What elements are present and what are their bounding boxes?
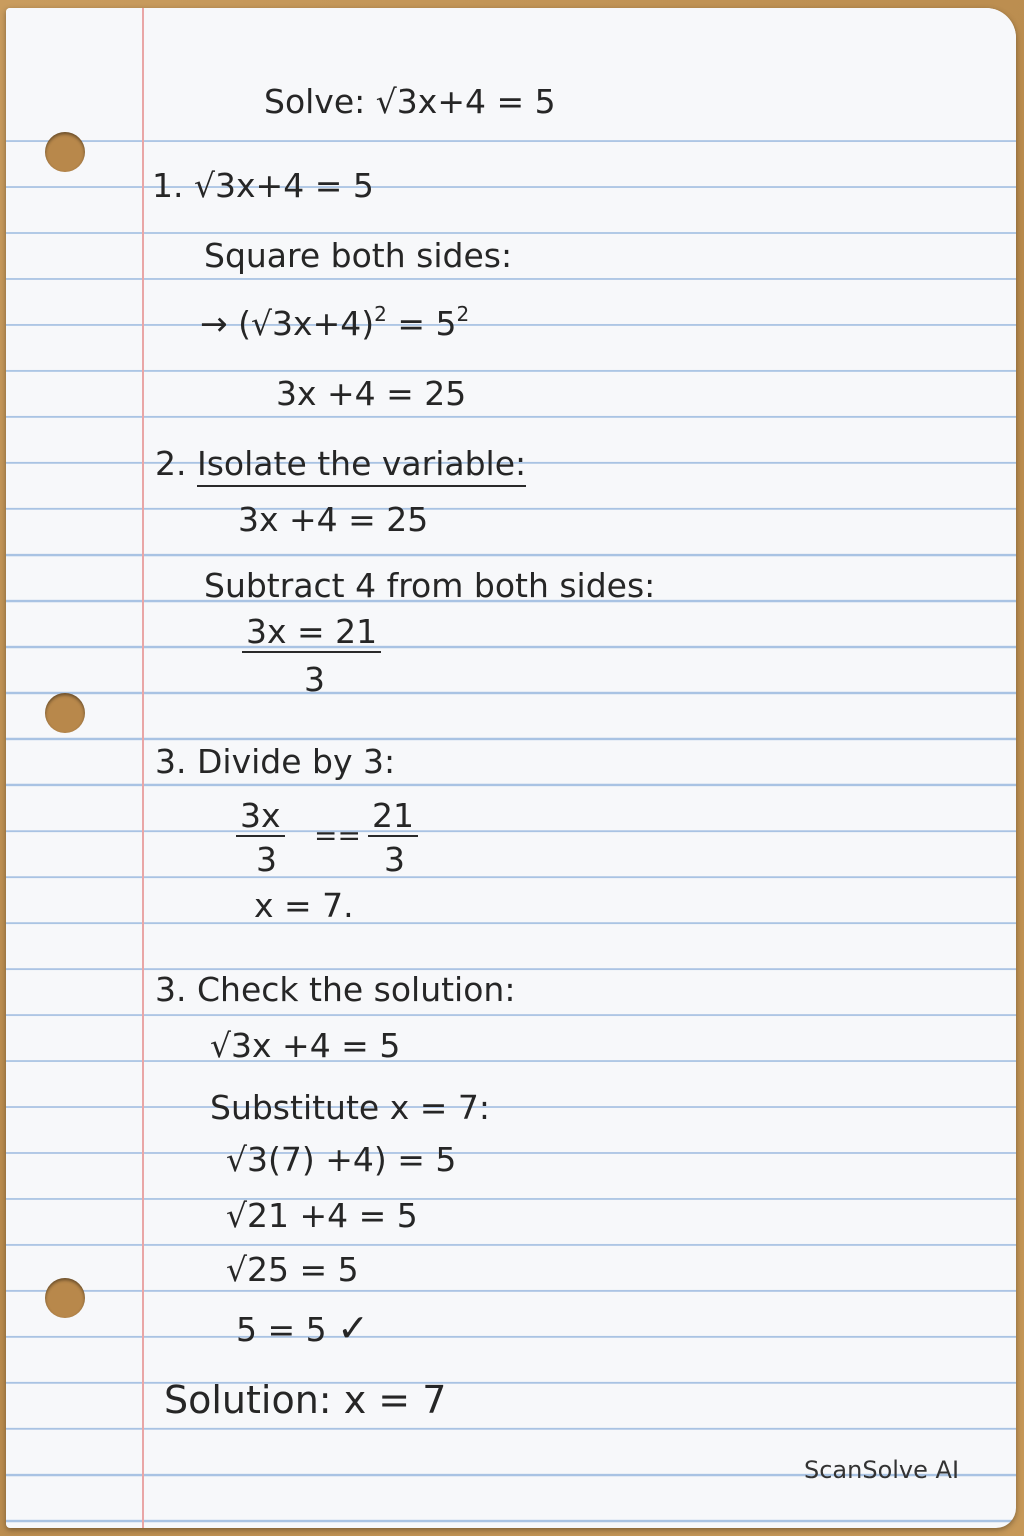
- step1-instruction: Square both sides:: [204, 236, 513, 275]
- check-title: Check the solution:: [197, 970, 516, 1009]
- step2-fraction-denominator: 3: [304, 660, 325, 699]
- step2-number: 2.: [155, 444, 187, 483]
- step2-line: [155, 444, 526, 484]
- red-margin-line: [142, 8, 144, 1528]
- brand-watermark: ScanSolve AI: [804, 1456, 960, 1484]
- step2-equation: 3x +4 = 25: [238, 500, 429, 539]
- step3-right-denominator: 3: [384, 840, 405, 879]
- step1-equation: √3x+4 = 5: [194, 166, 374, 205]
- punch-hole-middle: [45, 693, 85, 733]
- solution-line: [164, 1380, 446, 1420]
- step3-result: x = 7.: [254, 886, 354, 925]
- problem-line: [264, 82, 556, 122]
- check-line1: √3(7) +4) = 5: [226, 1140, 457, 1179]
- check-line4: [236, 1308, 369, 1350]
- check-line3: √25 = 5: [226, 1250, 359, 1289]
- squared-mid: = 5: [397, 304, 457, 343]
- step3-left-denominator: 3: [256, 840, 277, 879]
- left-num-text: 3x: [236, 796, 285, 837]
- check-line2: √21 +4 = 5: [226, 1196, 418, 1235]
- solution-value: x = 7: [343, 1378, 447, 1422]
- punch-hole-bottom: [45, 1278, 85, 1318]
- step2-title: Isolate the variable:: [197, 444, 526, 487]
- step3-title: Divide by 3:: [197, 742, 396, 781]
- problem-label: Solve:: [264, 82, 366, 121]
- step3-number: 3.: [155, 742, 187, 781]
- right-num-text: 21: [368, 796, 418, 837]
- check-equation: √3x +4 = 5: [210, 1026, 401, 1065]
- step2-fraction-numerator: [242, 612, 381, 652]
- exponent-right: 2: [456, 302, 470, 326]
- step3-line: [155, 742, 395, 782]
- step2-instruction: Subtract 4 from both sides:: [204, 566, 656, 605]
- step1-line: [152, 166, 374, 206]
- checkmark-icon: ✓: [337, 1306, 369, 1350]
- arrow-icon: →: [200, 304, 228, 343]
- check-number: 3.: [155, 970, 187, 1009]
- solution-label: Solution:: [164, 1378, 332, 1422]
- step3-right-numerator: [368, 796, 418, 836]
- step3-left-numerator: [236, 796, 285, 836]
- problem-equation: √3x+4 = 5: [375, 82, 556, 121]
- check-line: [155, 970, 515, 1010]
- exponent-left: 2: [374, 302, 387, 326]
- check-substitute: Substitute x = 7:: [210, 1088, 490, 1127]
- numerator-text: 3x = 21: [242, 612, 381, 653]
- step1-result: 3x +4 = 25: [276, 374, 467, 413]
- step1-squared-line: [200, 304, 469, 348]
- step1-number: 1.: [152, 166, 184, 205]
- step3-operator: ==: [314, 819, 361, 852]
- punch-hole-top: [45, 132, 85, 172]
- squared-left: (√3x+4): [238, 304, 375, 343]
- check-line4-text: 5 = 5: [236, 1310, 327, 1349]
